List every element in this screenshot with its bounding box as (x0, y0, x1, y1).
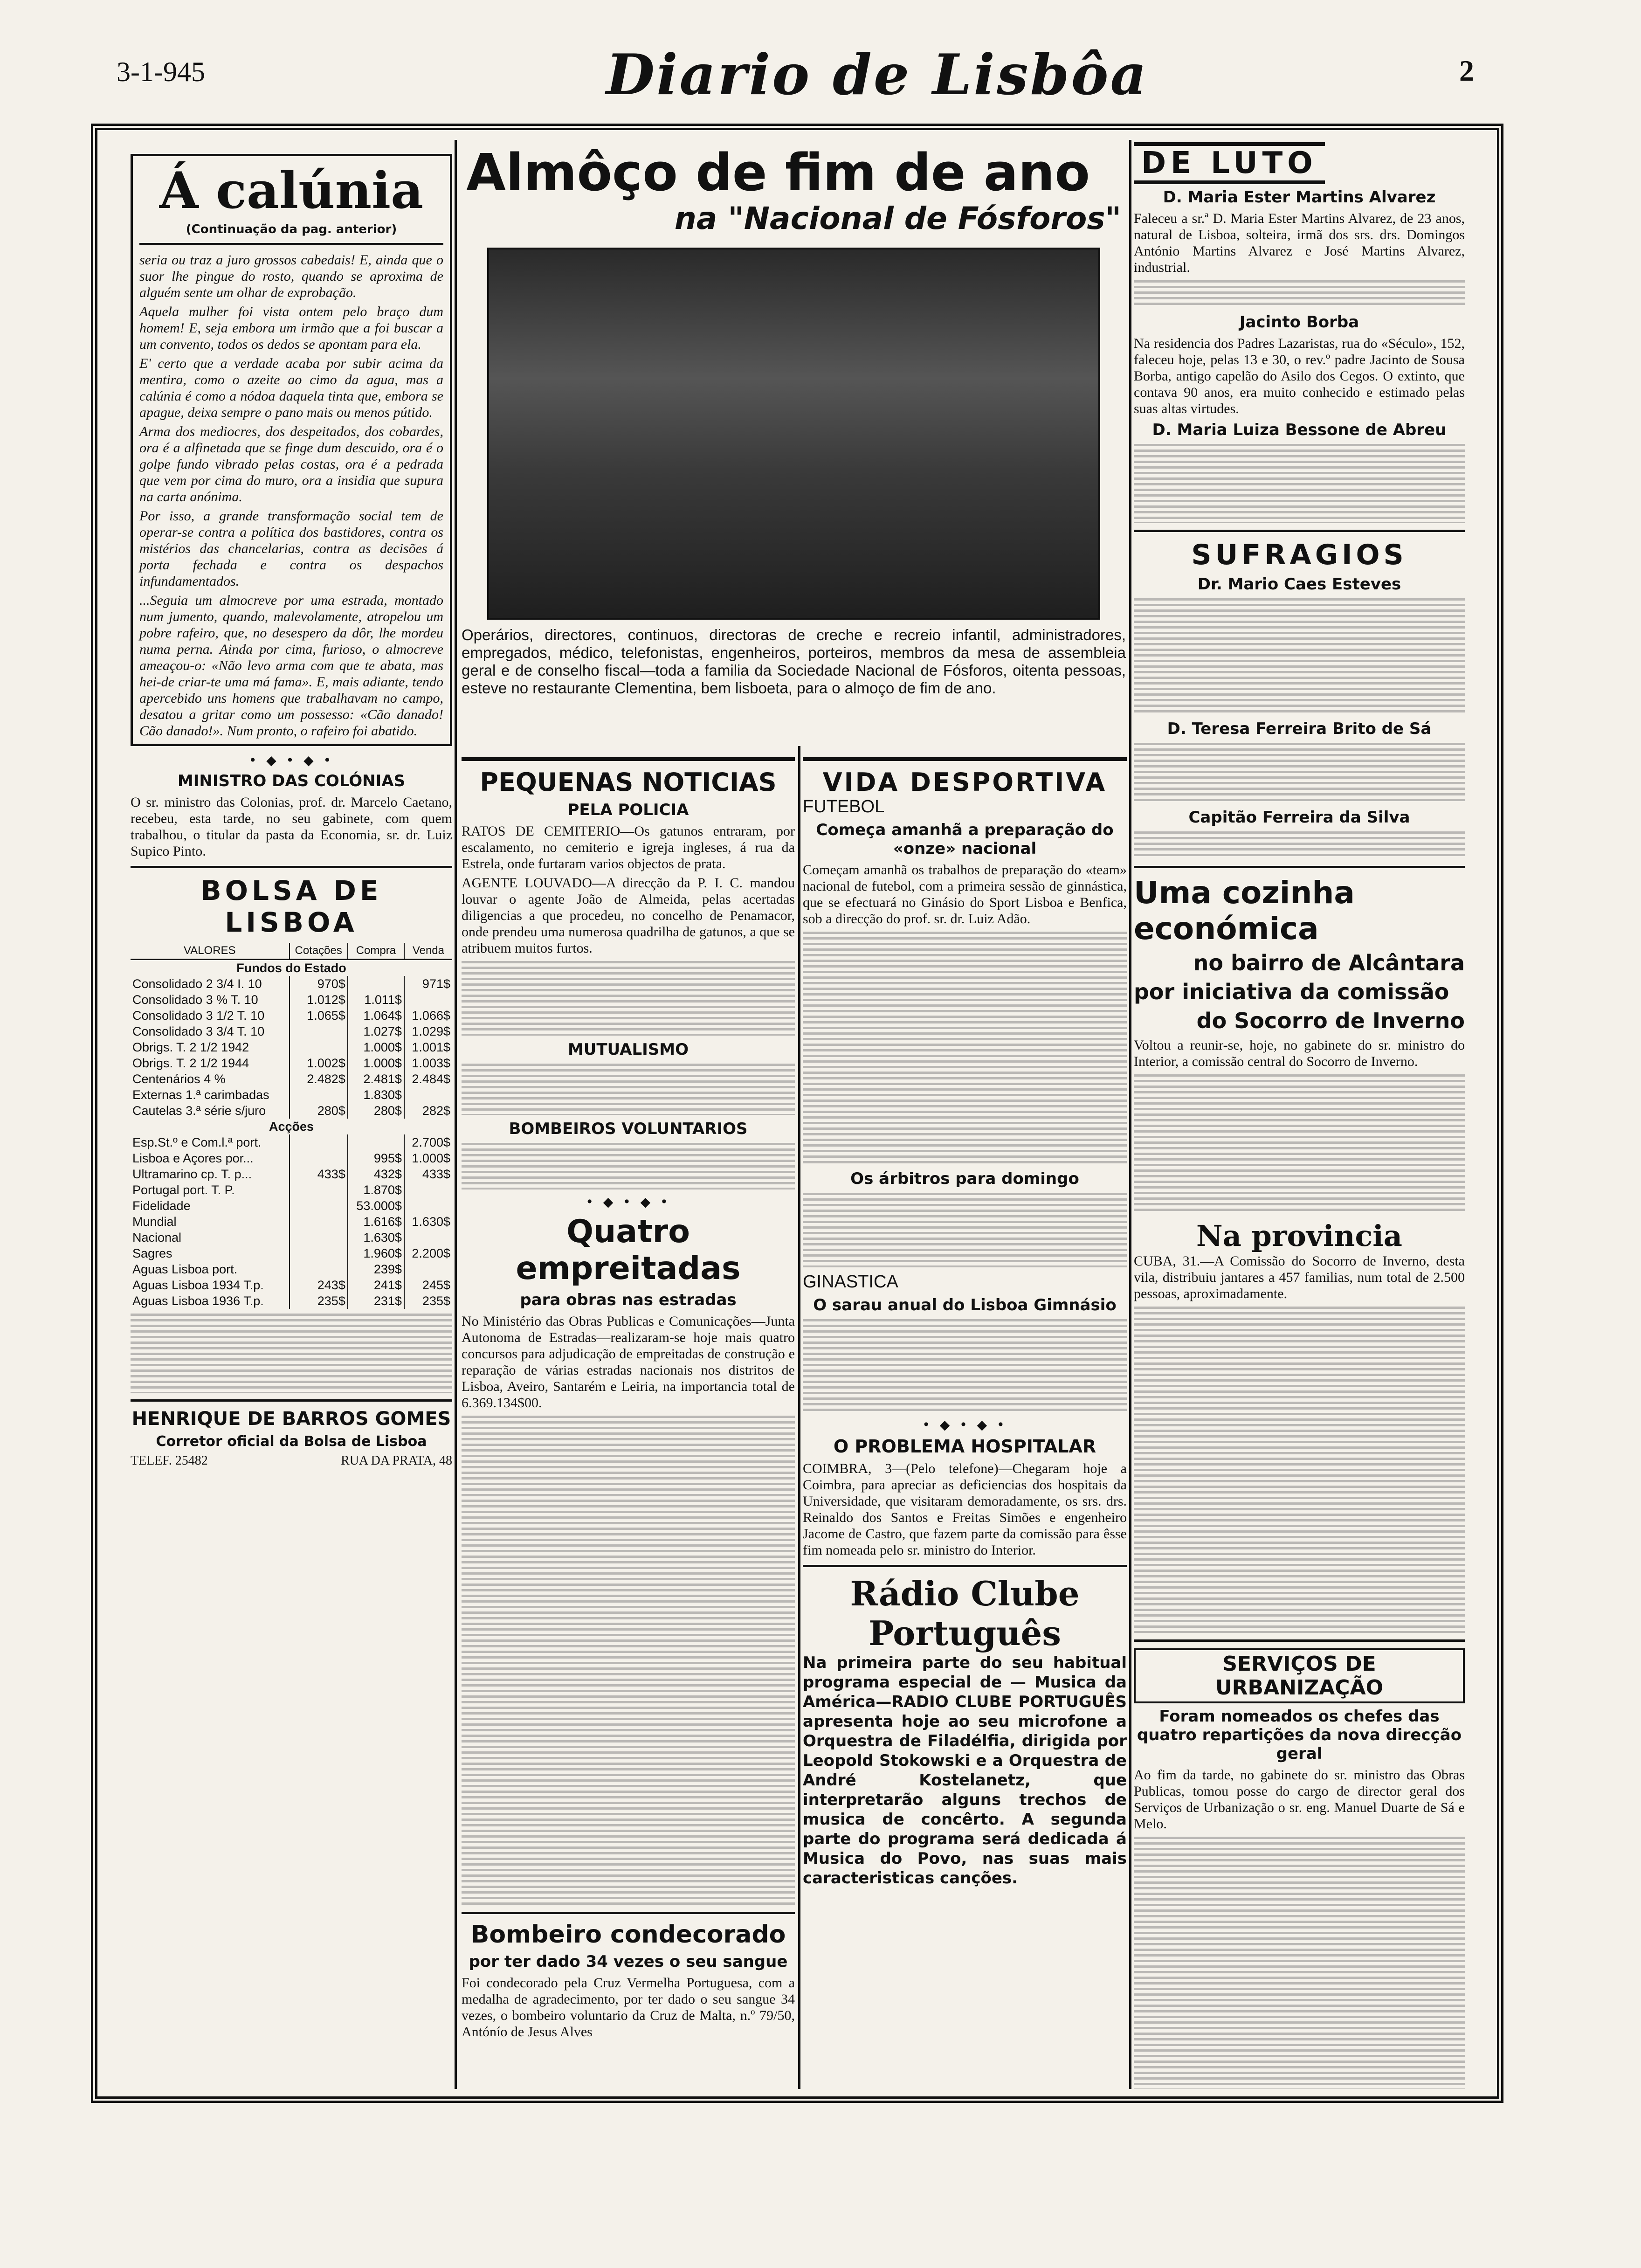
price-cell: 1.003$ (404, 1055, 452, 1071)
price-cell: 53.000$ (348, 1198, 404, 1214)
luto-headline: DE LUTO (1134, 142, 1325, 184)
price-cell: 433$ (404, 1166, 452, 1182)
table-section-row (131, 1119, 452, 1134)
ministry-text: O sr. ministro das Colonias, prof. dr. Marcelo Caetano, recebeu, esta tarde, no seu gabinete, com quem trabalhou, o titular da pasta da Economia, sr. dr. Luiz Supico Pinto. (131, 795, 452, 859)
broker-phone: TELEF. 25482 (131, 1453, 208, 1468)
sufragio-name: Dr. Mario Caes Esteves (1197, 575, 1401, 594)
security-name: Consolidado 2 3/4 I. 10 (132, 977, 262, 991)
price-cell: 235$ (290, 1293, 348, 1309)
price-cell (404, 1182, 452, 1198)
quatro-empreitadas-subhead: para obras nas estradas (520, 1291, 737, 1309)
quatro-empreitadas-headline: Quatro empreitadas (516, 1213, 741, 1287)
table-row (131, 1166, 452, 1182)
banquet-photo (487, 248, 1100, 620)
abbreviated-text (1134, 444, 1465, 523)
price-cell: 1.616$ (348, 1214, 404, 1230)
continuation-note: (Continuação da pag. anterior) (186, 222, 397, 236)
urbanizacao-subhead: Foram nomeados os chefes das quatro repartições da nova direcção geral (1137, 1707, 1462, 1763)
price-cell: 2.481$ (348, 1071, 404, 1087)
feature-subheadline: na "Nacional de Fósforos" (674, 201, 1121, 236)
security-name: Sagres (132, 1246, 172, 1260)
column-rule (798, 746, 800, 2089)
price-cell: 1.064$ (348, 1008, 404, 1023)
sufragios-headline: SUFRAGIOS (1191, 539, 1407, 571)
abbreviated-text (803, 932, 1127, 1165)
price-cell: 1.870$ (348, 1182, 404, 1198)
price-cell: 995$ (348, 1150, 404, 1166)
abbreviated-text (1134, 280, 1465, 308)
table-row (131, 1150, 452, 1166)
obituary-text: Na residencia dos Padres Lazaristas, rua do «Século», 152, faleceu hoje, pelas 13 e 30, o rev.º padre Jacinto de Sousa Borba, antigo capelão do Asilo dos Cegos. O extinto, que contava 90 anos, era muito conhecido e estimado pelas suas altas virtudes. (1134, 336, 1465, 416)
mutualismo-subhead: MUTUALISMO (567, 1040, 689, 1059)
broker-role: Corretor oficial da Bolsa de Lisboa (156, 1433, 427, 1450)
table-row (131, 1039, 452, 1055)
price-cell (290, 1023, 348, 1039)
newspaper-title: Diario de Lisbôa (606, 42, 1149, 108)
column-header: Venda (404, 943, 452, 960)
ginastica-section: GINASTICA (803, 1272, 898, 1292)
price-cell: 432$ (348, 1166, 404, 1182)
divider (1134, 530, 1465, 532)
ornament-divider: • ◆ • ◆ • (586, 1194, 671, 1210)
feature-headline: Almôço de fim de ano (466, 145, 1090, 202)
security-name: Consolidado 3 3/4 T. 10 (132, 1024, 265, 1038)
calunia-paragraph: seria ou traz a juro grossos cabedais! E, ainda que o suor lhe pingue do rosto, quando se aproxima de alguém sente um olhar de exprobação. (139, 252, 443, 300)
provincia-text: CUBA, 31.—A Comissão do Socorro de Inverno, desta vila, distribuiu jantares a 457 familias, num total de 2.500 pessoas, aproximadamente. (1134, 1253, 1465, 1301)
price-cell (404, 1261, 452, 1277)
abbreviated-text (462, 1064, 795, 1115)
table-section-label: Fundos do Estado (236, 961, 346, 975)
bolsa-headline: BOLSA DE LISBOA (200, 875, 382, 938)
ornament-divider: • ◆ • ◆ • (248, 753, 334, 768)
photo-caption: Operários, directores, continuos, directoras de creche e recreio infantil, administradores, empregados, médico, telefonistas, engenheiros, porteiros, membros da mesa de assembleia geral e de conselho fiscal—toda a familia da Sociedade Nacional de Fósforos, oitenta pessoas, esteve no restaurante Clementina, bem lisboeta, para o almoço de fim de ano. (462, 626, 1126, 697)
table-section-label: Acções (269, 1120, 314, 1134)
abbreviated-text (1134, 1074, 1465, 1214)
security-name: Cautelas 3.ª série s/juro (132, 1104, 266, 1118)
security-name: Externas 1.ª carimbadas (132, 1088, 269, 1102)
table-row (131, 992, 452, 1008)
urbanizacao-text: Ao fim da tarde, no gabinete do sr. ministro das Obras Publicas, tomou posse do cargo de director geral dos Serviços de Urbanização o sr. eng. Manuel Duarte de Sá e Melo. (1134, 1767, 1465, 1832)
hospitalar-headline: O PROBLEMA HOSPITALAR (833, 1436, 1096, 1457)
price-cell (290, 1198, 348, 1214)
security-name: Obrigs. T. 2 1/2 1942 (132, 1040, 249, 1054)
cozinha-headline: Uma cozinha económica (1134, 875, 1355, 947)
bolsa-table (131, 943, 452, 1309)
ornament-divider: • ◆ • ◆ • (922, 1417, 1007, 1432)
column-header: VALORES (131, 943, 290, 960)
price-cell: 2.484$ (404, 1071, 452, 1087)
pequenas-noticias-headline: PEQUENAS NOTICIAS (480, 768, 777, 797)
price-cell: 1.029$ (404, 1023, 452, 1039)
sarau-subhead: O sarau anual do Lisboa Gimnásio (813, 1296, 1117, 1314)
price-cell (290, 1261, 348, 1277)
futebol-text: Começam amanhã os trabalhos de preparação do «team» nacional de futebol, com a primeira sessão de ginnástica, que se efectuará no Ginásio do Sport Lisboa e Benfica, sob a direcção do prof. sr. dr. Luiz Adão. (803, 862, 1127, 927)
abbreviated-text (1134, 743, 1465, 803)
cozinha-subhead: no bairro de Alcântara (1193, 950, 1465, 975)
price-cell (290, 1087, 348, 1103)
price-cell: 241$ (348, 1277, 404, 1293)
calunia-paragraph: Aquela mulher foi vista ontem pelo braço dum homem! E, seja embora um irmão que a foi buscar a um convento, todos os dedos se apontam para ela. (139, 304, 443, 352)
table-row (131, 1182, 452, 1198)
price-cell: 1.000$ (348, 1055, 404, 1071)
column-header: Cotações (290, 943, 348, 960)
security-name: Mundial (132, 1215, 177, 1229)
center-feature (462, 145, 1126, 746)
table-header-row (131, 943, 452, 960)
price-cell: 282$ (404, 1103, 452, 1119)
table-row (131, 1087, 452, 1103)
ministry-headline: MINISTRO DAS COLÓNIAS (177, 772, 406, 790)
right-column (1134, 142, 1465, 2089)
security-name: Aguas Lisboa port. (132, 1262, 238, 1276)
broker-contact (131, 1453, 452, 1468)
obituary-name: Jacinto Borba (1239, 313, 1359, 332)
abbreviated-text (131, 1314, 452, 1393)
price-cell (348, 1134, 404, 1150)
abbreviated-text (1134, 1837, 1465, 2089)
divider (462, 757, 795, 761)
security-name: Nacional (132, 1231, 182, 1245)
price-cell: 433$ (290, 1166, 348, 1182)
column-rule (455, 140, 457, 2089)
issue-date: 3-1-945 (117, 56, 205, 87)
table-row (131, 1198, 452, 1214)
abbreviated-text (1134, 1307, 1465, 1633)
cozinha-subhead: por iniciativa da comissão (1134, 979, 1449, 1004)
bombeiro-subhead: por ter dado 34 vezes o seu sangue (469, 1952, 788, 1971)
hospitalar-text: COIMBRA, 3—(Pelo telefone)—Chegaram hoje a Coimbra, para apreciar as deficiencias dos hospitais da Universidade, que visitaram demoradamente, os srs. drs. Reinaldo dos Santos e Freitas Simões e engenheiro Jacome de Castro, que fazem parte da comissão para êsse fim nomeada pelo sr. ministro do Interior. (803, 1461, 1127, 1558)
page-number: 2 (1459, 54, 1474, 87)
bombeiro-headline: Bombeiro condecorado (470, 1921, 786, 1949)
price-cell: 280$ (348, 1103, 404, 1119)
price-cell: 1.000$ (404, 1150, 452, 1166)
price-cell: 1.027$ (348, 1023, 404, 1039)
calunia-paragraph: Arma dos mediocres, dos despeitados, dos cobardes, ora é a alfinetada que se finge dum descuido, ora é o golpe fundo vibrado pelas costas, ora é a pedrada que vem por cima do muro, ora a insidia que supura na carta anónima. (139, 424, 443, 505)
table-row (131, 1214, 452, 1230)
price-cell: 2.482$ (290, 1071, 348, 1087)
arbitros-subhead: Os árbitros para domingo (850, 1169, 1079, 1188)
price-cell: 231$ (348, 1293, 404, 1309)
abbreviated-text (1134, 598, 1465, 715)
security-name: Ultramarino cp. T. p... (132, 1167, 252, 1181)
security-name: Obrigs. T. 2 1/2 1944 (132, 1056, 249, 1070)
abbreviated-text (803, 1193, 1127, 1267)
urbanizacao-headline: SERVIÇOS DE URBANIZAÇÃO (1134, 1648, 1465, 1703)
price-cell: 970$ (290, 976, 348, 992)
price-cell: 1.011$ (348, 992, 404, 1008)
cozinha-text: Voltou a reunir-se, hoje, no gabinete do sr. ministro do Interior, a comissão central do Socorro de Inverno. (1134, 1037, 1465, 1069)
price-cell (348, 976, 404, 992)
divider (1134, 866, 1465, 868)
price-cell (290, 1134, 348, 1150)
table-row (131, 1055, 452, 1071)
security-name: Fidelidade (132, 1199, 191, 1213)
abbreviated-text (462, 1416, 795, 1905)
pela-policia-subhead: PELA POLICIA (567, 801, 689, 819)
divider (803, 1565, 1127, 1567)
price-cell: 235$ (404, 1293, 452, 1309)
calunia-headline: Á calúnia (159, 161, 424, 220)
futebol-subhead: Começa amanhã a preparação do «onze» nacional (816, 821, 1114, 858)
news-item: RATOS DE CEMITERIO—Os gatunos entraram, por escalamento, no cemiterio e igreja ingleses, á rua da Estrela, onde furtaram varios objectos de prata. (462, 823, 795, 871)
column-rule (1129, 140, 1131, 2089)
left-column (131, 154, 452, 2089)
price-cell (290, 1182, 348, 1198)
security-name: Consolidado 3 1/2 T. 10 (132, 1009, 265, 1023)
table-row (131, 1293, 452, 1309)
abbreviated-text (1134, 831, 1465, 859)
table-row (131, 1103, 452, 1119)
divider (139, 243, 443, 245)
table-row (131, 976, 452, 992)
table-row (131, 1023, 452, 1039)
security-name: Centenários 4 % (132, 1072, 226, 1086)
provincia-headline: Na provincia (1196, 1219, 1402, 1253)
price-cell (290, 1230, 348, 1245)
table-section-row (131, 960, 452, 976)
security-name: Aguas Lisboa 1936 T.p. (132, 1294, 264, 1308)
price-cell: 1.960$ (348, 1245, 404, 1261)
radio-clube-text: Na primeira parte do seu habitual programa especial de — Musica da América—RADIO CLUBE PORTUGUÊS apresenta hoje ao seu microfone a Orquestra de Filadélfia, dirigida por Leopold Stokowski e a Orquestra de André Kostelanetz, que interpretarão alguns trechos de musica de concêrto. A segunda parte do programa será dedicada á Musica do Povo, nas suas mais caracteristicas canções. (803, 1653, 1127, 1888)
security-name: Portugal port. T. P. (132, 1183, 235, 1197)
vida-desportiva-headline: VIDA DESPORTIVA (822, 768, 1107, 797)
price-cell: 2.700$ (404, 1134, 452, 1150)
sufragio-name: Capitão Ferreira da Silva (1188, 808, 1410, 827)
price-cell: 1.065$ (290, 1008, 348, 1023)
broker-name: HENRIQUE DE BARROS GOMES (131, 1408, 451, 1430)
cozinha-subhead: do Socorro de Inverno (1196, 1008, 1465, 1033)
price-cell (290, 1039, 348, 1055)
price-cell: 243$ (290, 1277, 348, 1293)
price-cell (290, 1214, 348, 1230)
calunia-box (131, 154, 452, 746)
price-cell: 1.001$ (404, 1039, 452, 1055)
price-cell: 245$ (404, 1277, 452, 1293)
divider (803, 757, 1127, 761)
price-cell: 280$ (290, 1103, 348, 1119)
quatro-empreitadas-text: No Ministério das Obras Publicas e Comunicações—Junta Autonoma de Estradas—realizaram-se hoje mais quatro concursos para adjudicação de empreitadas de construção e reparação de várias estradas nacionais nos distritos de Lisboa, Aveiro, Santarém e Leiria, na importancia total de 6.369.134$00. (462, 1314, 795, 1411)
divider (131, 1399, 452, 1402)
price-cell (404, 1230, 452, 1245)
price-cell (404, 992, 452, 1008)
obituary-name: D. Maria Luiza Bessone de Abreu (1152, 421, 1447, 439)
table-row (131, 1230, 452, 1245)
abbreviated-text (462, 961, 795, 1036)
obituary-name: D. Maria Ester Martins Alvarez (1163, 188, 1436, 207)
table-row (131, 1134, 452, 1150)
divider (1134, 1639, 1465, 1642)
price-cell: 1.630$ (348, 1230, 404, 1245)
price-cell: 1.630$ (404, 1214, 452, 1230)
broker-address: RUA DA PRATA, 48 (341, 1453, 452, 1468)
column-header: Compra (348, 943, 404, 960)
security-name: Consolidado 3 % T. 10 (132, 993, 258, 1007)
table-row (131, 1261, 452, 1277)
radio-clube-headline: Rádio Clube Português (850, 1574, 1080, 1653)
abbreviated-text (803, 1319, 1127, 1412)
table-row (131, 1245, 452, 1261)
sufragio-name: D. Teresa Ferreira Brito de Sá (1167, 719, 1432, 738)
price-cell (290, 1245, 348, 1261)
calunia-paragraph: E' certo que a verdade acaba por subir acima da mentira, como o azeite ao cimo da agua, mas a calúnia é como a nódoa daquela tinta que, embora se apague, deixa sempre o pano mais ou menos pútido. (139, 356, 443, 420)
price-cell: 1.000$ (348, 1039, 404, 1055)
price-cell (404, 1087, 452, 1103)
price-cell (404, 1198, 452, 1214)
security-name: Esp.St.º e Com.l.ª port. (132, 1135, 262, 1149)
price-cell: 2.200$ (404, 1245, 452, 1261)
price-cell: 239$ (348, 1261, 404, 1277)
futebol-section: FUTEBOL (803, 797, 885, 816)
calunia-paragraph: ...Seguia um almocreve por uma estrada, montado num jumento, quando, malevolamente, atropelou um pobre rafeiro, que, no desespero da dôr, lhe mordeu numa perna. Ainda por cima, furioso, o almocreve ameaçou-o: «Não levo arma com que te abata, mas hei-de criar-te uma má fama». E, mais adiante, tendo apercebido uns homens que trabalhavam no campo, desatou a gritar como um possesso: «Cão danado! Cão danado!». Num pronto, o rafeiro foi abatido. (139, 593, 443, 739)
news-item: AGENTE LOUVADO—A direcção da P. I. C. mandou louvar o agente João de Almeida, pelas acertadas diligencias a que procedeu, no concelho de Penamacor, onde prendeu uma numerosa quadrilha de gatunos, a que se atribuem muitos furtos. (462, 875, 795, 956)
security-name: Aguas Lisboa 1934 T.p. (132, 1278, 264, 1292)
center-left-column (462, 751, 795, 2089)
price-cell: 971$ (404, 976, 452, 992)
abbreviated-text (462, 1143, 795, 1189)
price-cell: 1.002$ (290, 1055, 348, 1071)
bombeiro-text: Foi condecorado pela Cruz Vermelha Portuguesa, com a medalha de agradecimento, por ter dado o seu sangue 34 vezes, o bombeiro voluntario da Cruz de Malta, n.º 79/50, Antónío de Jesus Alves (462, 1975, 795, 2040)
obituary-text: Faleceu a sr.ª D. Maria Ester Martins Alvarez, de 23 anos, natural de Lisboa, solteira, irmã dos srs. drs. Domingos António Martins Alvarez e José Martins Alvarez, industrial. (1134, 211, 1465, 275)
table-row (131, 1071, 452, 1087)
divider (462, 1912, 795, 1914)
table-row (131, 1008, 452, 1023)
price-cell: 1.830$ (348, 1087, 404, 1103)
price-cell (290, 1150, 348, 1166)
table-row (131, 1277, 452, 1293)
sports-column (803, 751, 1127, 2089)
price-cell: 1.012$ (290, 992, 348, 1008)
calunia-paragraph: Por isso, a grande transformação social tem de operar-se contra a política dos bastidores, contra os mistérios das chancelarias, contra as decisões á porta fechada e contra os despachos infundamentados. (139, 508, 443, 589)
divider (131, 866, 452, 868)
price-cell: 1.066$ (404, 1008, 452, 1023)
security-name: Lisboa e Açores por... (132, 1151, 254, 1165)
bombeiros-subhead: BOMBEIROS VOLUNTARIOS (509, 1120, 748, 1138)
